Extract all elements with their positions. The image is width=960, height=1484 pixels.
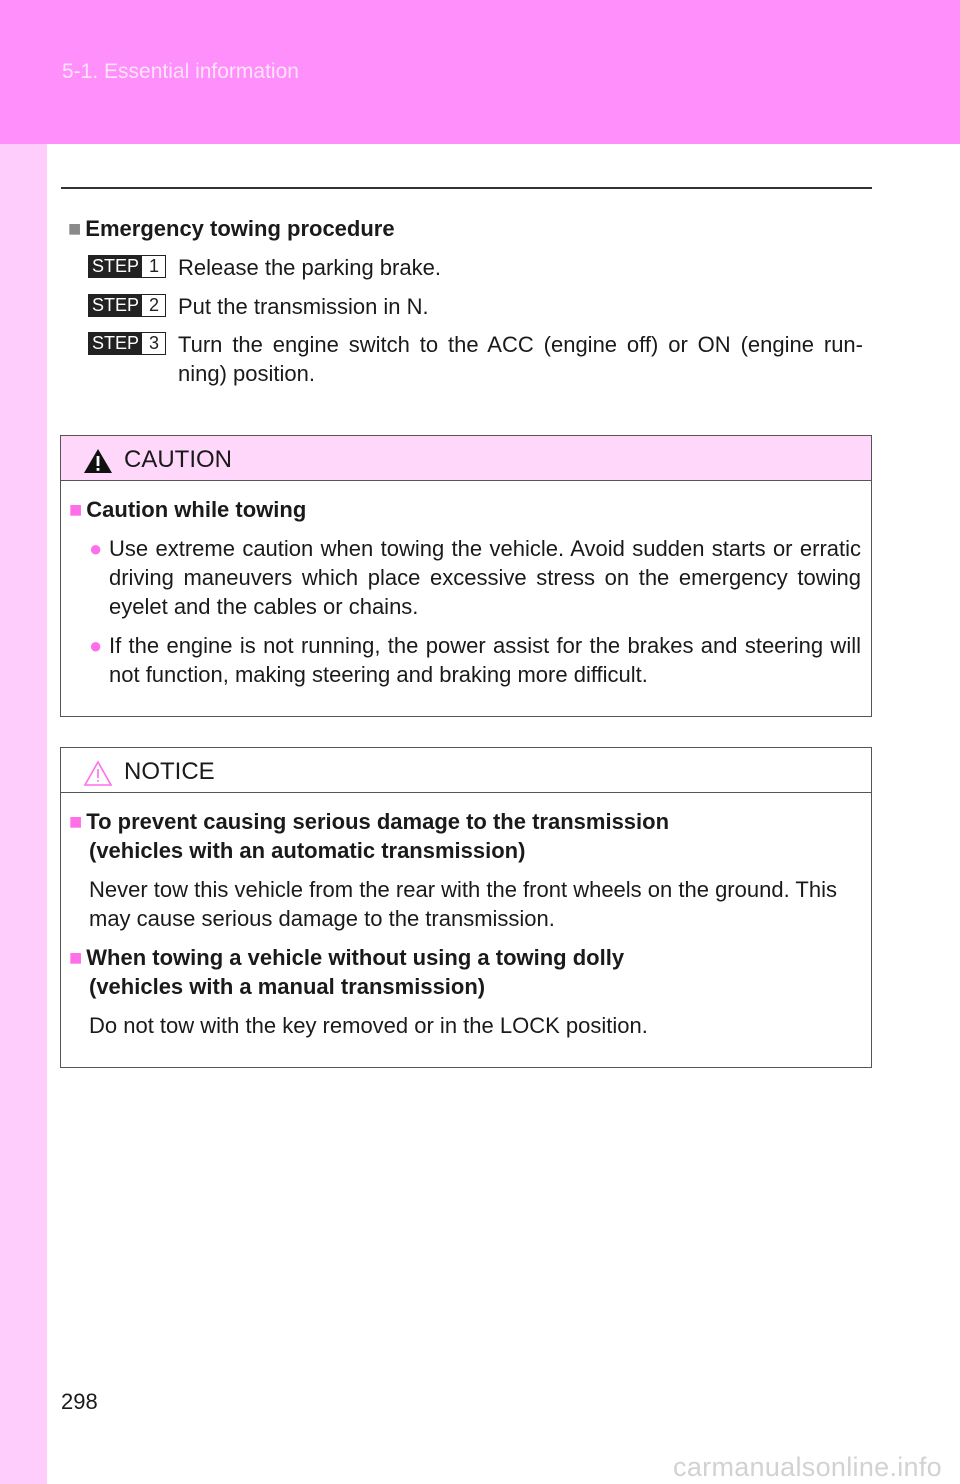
step-3 xyxy=(88,330,863,388)
caution-body xyxy=(61,481,871,689)
caution-bullet: ● If the engine is not running, the power assist for the brakes and steering will not function, making steering and braking more difficult. xyxy=(89,633,861,687)
notice-title: NOTICE xyxy=(124,758,215,785)
step-badge: STEP 1 xyxy=(88,255,166,278)
notice-triangle-icon xyxy=(83,760,113,786)
step-2 xyxy=(88,292,863,321)
step-text: Put the transmission in N. xyxy=(178,294,429,319)
square-bullet-icon: ■ xyxy=(69,809,83,834)
square-bullet-icon: ■ xyxy=(69,945,83,970)
procedure-title: Emergency towing procedure xyxy=(85,216,395,241)
notice-subheading-line2: (vehicles with an automatic transmission) xyxy=(89,838,526,863)
notice-subheading-line2: (vehicles with a manual transmission) xyxy=(89,974,486,999)
caution-subheading: ■ Caution while towing xyxy=(69,497,307,522)
procedure-heading xyxy=(68,216,395,242)
circle-bullet-icon: ● xyxy=(89,633,103,658)
watermark: carmanualsonline.info xyxy=(673,1452,942,1482)
circle-bullet-icon: ● xyxy=(89,536,103,561)
step-badge: STEP 3 xyxy=(88,332,166,355)
notice-subheading: ■ To prevent causing serious damage to the transmission xyxy=(69,809,670,834)
caution-header xyxy=(61,436,871,481)
warning-triangle-icon xyxy=(83,448,113,474)
step-badge: STEP 2 xyxy=(88,294,166,317)
step-1 xyxy=(88,253,863,282)
notice-text: Never tow this vehicle from the rear with the front wheels on the ground. This may cause serious damage to the transmission. xyxy=(89,877,837,931)
side-strip xyxy=(0,144,47,1484)
notice-header xyxy=(61,748,871,793)
notice-box xyxy=(60,747,872,1068)
notice-body xyxy=(61,793,871,1040)
notice-text: Do not tow with the key removed or in the LOCK position. xyxy=(89,1013,648,1038)
step-text: Turn the engine switch to the ACC (engine off) or ON (engine run-ning) position. xyxy=(178,332,863,386)
divider xyxy=(61,187,872,189)
square-bullet-icon: ■ xyxy=(69,497,83,522)
notice-subheading: ■ When towing a vehicle without using a towing dolly xyxy=(69,945,625,970)
square-bullet-icon: ■ xyxy=(68,216,82,241)
caution-bullet: ● Use extreme caution when towing the vehicle. Avoid sudden starts or erratic driving maneuvers which place excessive stress on the emergency towing eyelet and the cables or chains. xyxy=(89,536,861,619)
header-band xyxy=(0,0,960,144)
caution-title: CAUTION xyxy=(124,446,232,473)
page-number: 298 xyxy=(61,1389,98,1414)
section-title: 5-1. Essential information xyxy=(62,60,299,83)
caution-box xyxy=(60,435,872,717)
step-text: Release the parking brake. xyxy=(178,255,441,280)
